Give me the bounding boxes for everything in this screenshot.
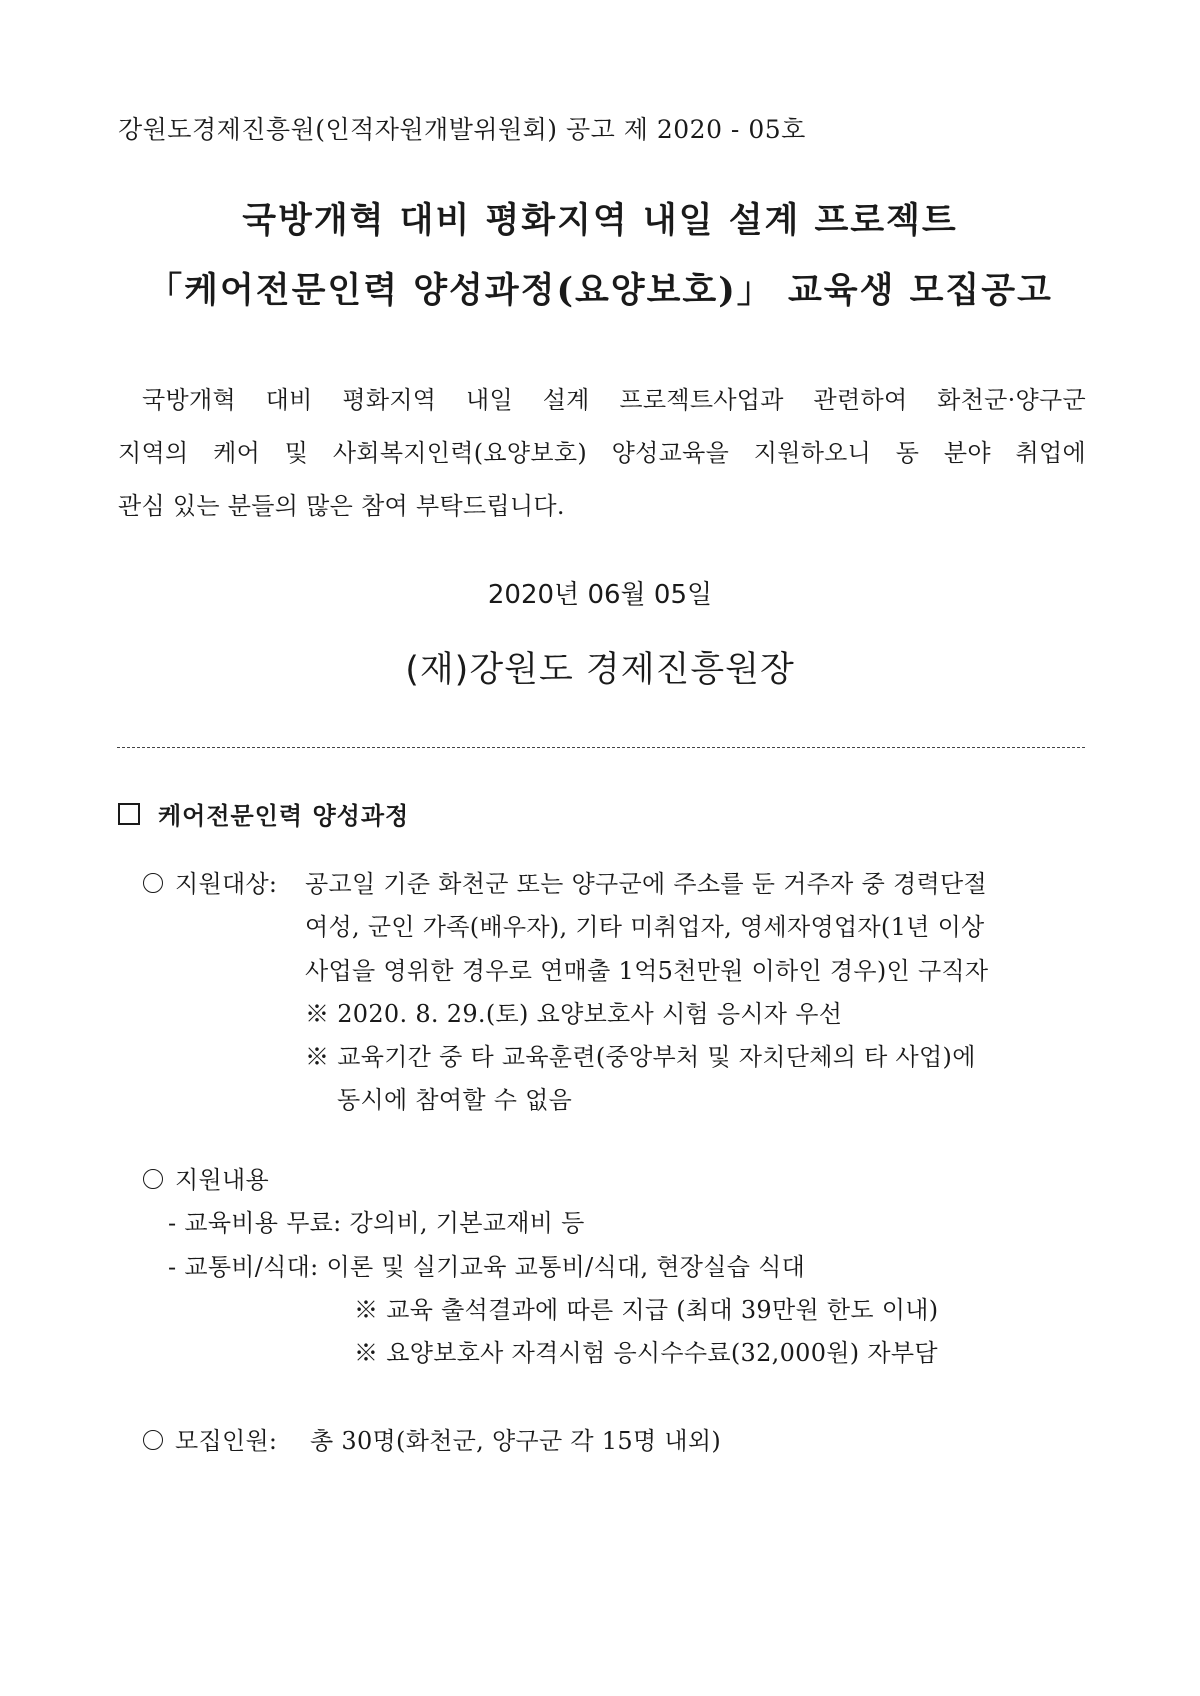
eligibility-note-2-cont: 동시에 참여할 수 없음 xyxy=(337,1086,573,1114)
support-note-1: ※ 교육 출석결과에 따른 지급 (최대 39만원 한도 이내) xyxy=(354,1296,939,1324)
eligibility-line-1: 공고일 기준 화천군 또는 양구군에 주소를 둔 거주자 중 경력단절 xyxy=(305,870,987,898)
support-note-2: ※ 요양보호사 자격시험 응시수수료(32,000원) 자부담 xyxy=(354,1339,938,1367)
recruitment-label: 모집인원: xyxy=(175,1427,278,1455)
support-item-2: - 교통비/식대: 이론 및 실기교육 교통비/식대, 현장실습 식대 xyxy=(168,1253,806,1281)
eligibility-label: 지원대상: xyxy=(175,870,278,898)
eligibility-note-1: ※ 2020. 8. 29.(토) 요양보호사 시험 응시자 우선 xyxy=(305,1000,843,1028)
intro-line-1: 국방개혁 대비 평화지역 내일 설계 프로젝트사업과 관련하여 화천군·양구군 xyxy=(142,386,1086,414)
notice-number: 강원도경제진흥원(인적자원개발위원회) 공고 제 2020 - 05호 xyxy=(118,115,806,144)
intro-line-2: 지역의 케어 및 사회복지인력(요양보호) 양성교육을 지원하오니 동 분야 취업에 xyxy=(118,439,1086,467)
support-row xyxy=(143,1160,269,1195)
eligibility-row xyxy=(143,864,277,899)
section-title: 케어전문인력 양성과정 xyxy=(158,801,410,830)
square-bullet-icon xyxy=(118,803,140,825)
circle-bullet-icon xyxy=(143,1430,163,1450)
eligibility-note-2: ※ 교육기간 중 타 교육훈련(중앙부처 및 자치단체의 타 사업)에 xyxy=(305,1043,976,1071)
notice-date: 2020년 06월 05일 xyxy=(487,580,713,610)
section-heading xyxy=(118,796,409,831)
dashed-divider xyxy=(117,747,1085,748)
signer: (재)강원도 경제진흥원장 xyxy=(405,650,795,690)
recruitment-value: 총 30명(화천군, 양구군 각 15명 내외) xyxy=(310,1427,721,1455)
title-line-1: 국방개혁 대비 평화지역 내일 설계 프로젝트 xyxy=(242,200,958,241)
support-label: 지원내용 xyxy=(175,1166,269,1194)
eligibility-line-3: 사업을 영위한 경우로 연매출 1억5천만원 이하인 경우)인 구직자 xyxy=(305,957,989,985)
circle-bullet-icon xyxy=(143,873,163,893)
eligibility-line-2: 여성, 군인 가족(배우자), 기타 미취업자, 영세자영업자(1년 이상 xyxy=(305,913,985,941)
title-line-2: 「케어전문인력 양성과정(요양보호)」 교육생 모집공고 xyxy=(147,270,1053,311)
intro-line-3: 관심 있는 분들의 많은 참여 부탁드립니다. xyxy=(118,492,565,520)
circle-bullet-icon xyxy=(143,1169,163,1189)
support-item-1: - 교육비용 무료: 강의비, 기본교재비 등 xyxy=(168,1209,585,1237)
recruitment-row xyxy=(143,1421,277,1456)
